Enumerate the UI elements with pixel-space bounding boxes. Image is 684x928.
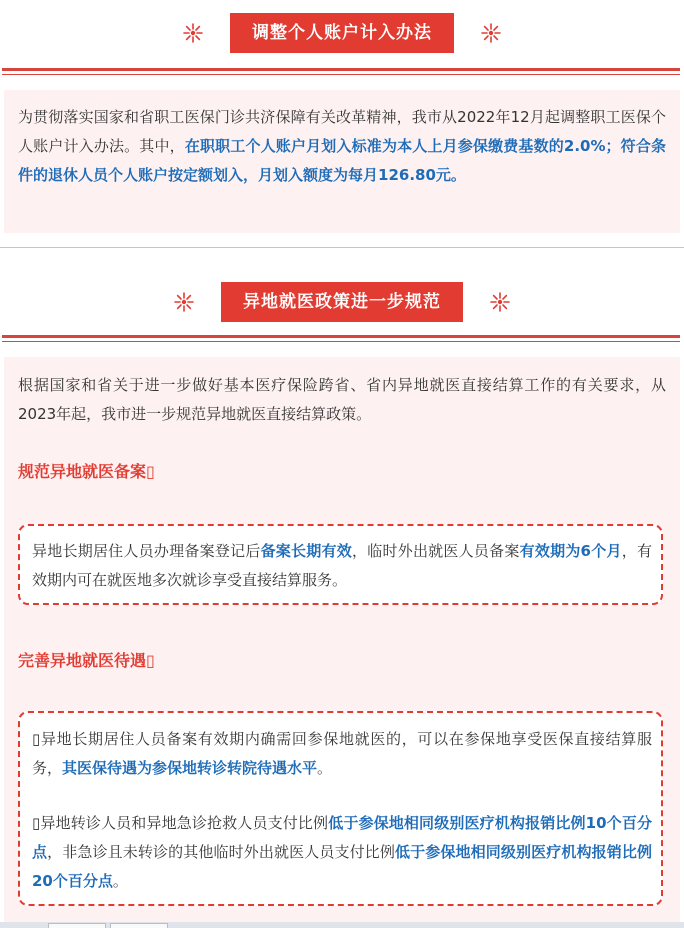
divider xyxy=(2,335,680,342)
benefits-box xyxy=(18,711,663,906)
section-header-1 xyxy=(0,11,684,55)
filing-text: 异地长期居住人员办理备案登记后备案长期有效，临时外出就医人员备案有效期为6个月，有效期内可在就医地多次就诊享受直接结算服务。 xyxy=(32,542,652,589)
subheading-benefits: 完善异地就医待遇▯ xyxy=(18,651,155,670)
highlight-text: 低于参保地相同级别医疗机构报销比例20个百分点 xyxy=(32,843,652,890)
flower-icon xyxy=(182,22,204,44)
tab-stub[interactable] xyxy=(110,923,168,928)
section1-panel xyxy=(4,90,680,233)
tab-stub[interactable] xyxy=(48,923,106,928)
highlight-text: 在职职工个人账户月划入标准为本人上月参保缴费基数的2.0%；符合条件的退休人员个人账户按定额划入，月划入额度为每月126.80元。 xyxy=(18,137,666,184)
subheading-filing: 规范异地就医备案▯ xyxy=(18,462,155,481)
flower-icon xyxy=(480,22,502,44)
divider xyxy=(2,68,680,75)
section1-paragraph: 为贯彻落实国家和省职工医保门诊共济保障有关改革精神，我市从2022年12月起调整职工医保个人账户计入办法。其中，在职职工个人账户月划入标准为本人上月参保缴费基数的2.0%；符合条件的退休人员个人账户按定额划入，月划入额度为每月126.80元。 xyxy=(18,108,666,184)
section-title: 调整个人账户计入办法 xyxy=(230,13,454,53)
highlight-text: 低于参保地相同级别医疗机构报销比例10个百分点 xyxy=(32,814,652,861)
benefits-paragraph-2: ▯异地转诊人员和异地急诊抢救人员支付比例低于参保地相同级别医疗机构报销比例10个百分点，非急诊且未转诊的其他临时外出就医人员支付比例低于参保地相同级别医疗机构报销比例20个百分点。 xyxy=(32,814,652,890)
flower-icon xyxy=(489,291,511,313)
filing-box xyxy=(18,524,663,605)
section-title: 异地就医政策进一步规范 xyxy=(221,282,463,322)
divider xyxy=(0,247,684,248)
bottom-tab-strip xyxy=(0,922,684,928)
highlight-text: 备案长期有效 xyxy=(260,542,352,560)
highlight-text: 其医保待遇为参保地转诊转院待遇水平 xyxy=(62,759,318,777)
highlight-text: 有效期为6个月 xyxy=(519,542,622,560)
section2-intro: 根据国家和省关于进一步做好基本医疗保险跨省、省内异地就医直接结算工作的有关要求，从2023年起，我市进一步规范异地就医直接结算政策。 xyxy=(18,376,666,423)
flower-icon xyxy=(173,291,195,313)
benefits-paragraph-1: ▯异地长期居住人员备案有效期内确需回参保地就医的，可以在参保地享受医保直接结算服务，其医保待遇为参保地转诊转院待遇水平。 xyxy=(32,730,652,777)
section-header-2 xyxy=(0,280,684,324)
